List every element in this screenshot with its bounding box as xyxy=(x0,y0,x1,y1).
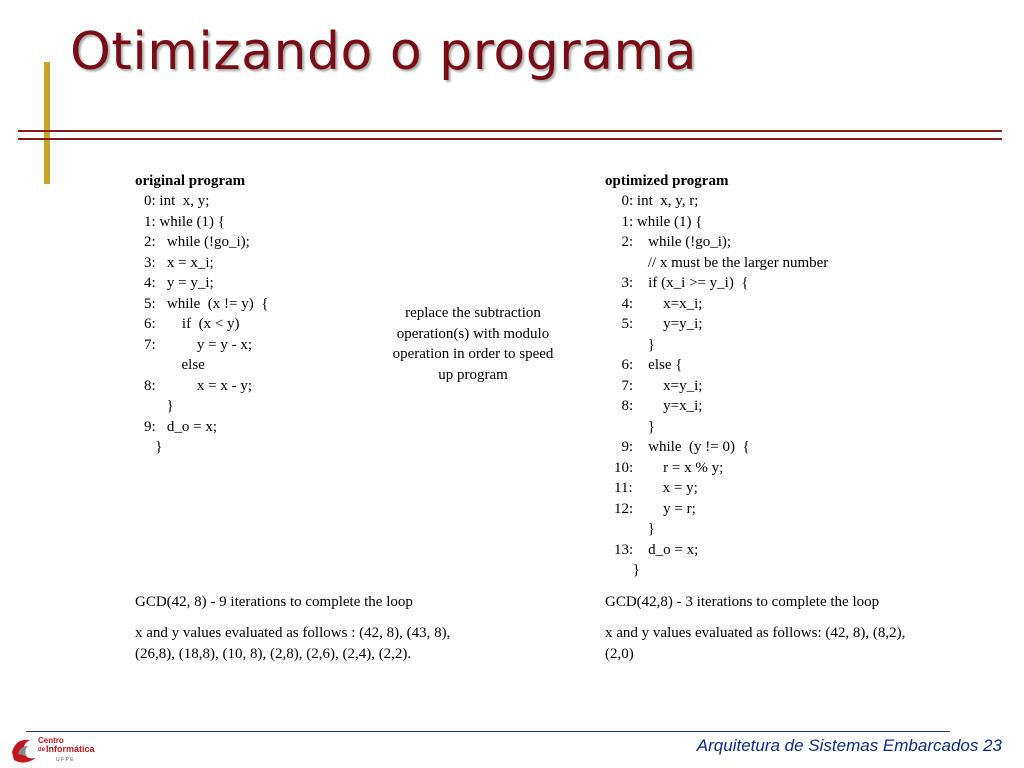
logo-text: Centro xyxy=(38,736,64,745)
optimization-note xyxy=(375,303,571,385)
code-line: // x must be the larger number xyxy=(614,254,829,271)
code-line: 6: if (x < y) xyxy=(144,316,240,332)
title-rule-bottom xyxy=(18,138,1002,140)
code-line: } xyxy=(614,418,655,435)
code-line: 9: while (y != 0) { xyxy=(614,439,750,455)
code-line: 7: x=y_i; xyxy=(614,377,703,394)
code-line: 7: y = y - x; xyxy=(144,336,253,353)
code-line: 0: int x, y; xyxy=(144,193,210,209)
code-line: } xyxy=(144,439,163,455)
logo-text: de xyxy=(38,747,46,753)
note-line: up program xyxy=(438,366,508,383)
code-line: } xyxy=(614,562,640,578)
code-line: 4: y = y_i; xyxy=(144,275,214,291)
note-line: operation(s) with modulo xyxy=(396,325,550,342)
values-line: x and y values evaluated as follows : (42, 8), (43, 8), xyxy=(135,625,451,641)
accent-bar xyxy=(44,62,50,184)
note-line: operation in order to speed xyxy=(392,346,554,362)
logo-text: U F P E xyxy=(56,757,74,763)
code-line: } xyxy=(614,521,655,537)
logo-text: Informática xyxy=(46,744,95,754)
original-result: GCD(42, 8) - 9 iterations to complete the loop xyxy=(135,594,413,610)
code-line: else xyxy=(144,357,205,373)
footer-rule xyxy=(26,731,950,732)
code-line: 8: x = x - y; xyxy=(144,377,253,394)
original-program-code xyxy=(135,191,268,458)
code-line: 2: while (!go_i); xyxy=(144,234,250,250)
code-line: 5: y=y_i; xyxy=(614,316,703,332)
code-line: 6: else { xyxy=(614,357,683,373)
page-title: Otimizando o programa xyxy=(70,22,698,82)
code-line: 11: x = y; xyxy=(614,480,698,496)
code-line: 1: while (1) { xyxy=(614,213,703,230)
title-rule-top xyxy=(18,130,1002,132)
code-line: 1: while (1) { xyxy=(144,213,225,230)
footer-text: Arquitetura de Sistemas Embarcados 23 xyxy=(696,736,1002,755)
code-line: 3: x = x_i; xyxy=(144,254,214,271)
code-line: } xyxy=(614,336,655,353)
code-line: 2: while (!go_i); xyxy=(614,234,732,250)
code-line: 0: int x, y, r; xyxy=(614,193,699,209)
optimized-program-code xyxy=(605,191,828,581)
code-line: 5: while (x != y) { xyxy=(144,295,269,312)
original-program-column xyxy=(135,171,268,458)
code-line: 4: x=x_i; xyxy=(614,295,703,312)
centro-de-informatica-logo xyxy=(6,732,106,766)
code-line: } xyxy=(144,398,174,414)
optimized-program-column xyxy=(605,171,828,581)
original-program-heading: original program xyxy=(135,173,246,189)
code-line: 9: d_o = x; xyxy=(144,418,218,435)
original-values xyxy=(135,623,535,665)
note-line: replace the subtraction xyxy=(405,305,541,321)
code-line: 10: r = x % y; xyxy=(614,459,724,476)
optimized-program-heading: optimized program xyxy=(605,173,729,189)
optimized-result: GCD(42,8) - 3 iterations to complete the loop xyxy=(605,594,880,610)
values-line: x and y values evaluated as follows: (42, 8), (8,2), xyxy=(605,625,906,641)
values-line: (26,8), (18,8), (10, 8), (2,8), (2,6), (2,4), (2,2). xyxy=(135,646,412,662)
optimized-values xyxy=(605,623,995,665)
code-line: 8: y=x_i; xyxy=(614,398,703,414)
code-line: 13: d_o = x; xyxy=(614,541,699,558)
logo-mark-icon xyxy=(12,740,36,763)
code-line: 12: y = r; xyxy=(614,500,696,517)
code-line: 3: if (x_i >= y_i) { xyxy=(614,275,749,291)
values-line: (2,0) xyxy=(605,646,634,662)
